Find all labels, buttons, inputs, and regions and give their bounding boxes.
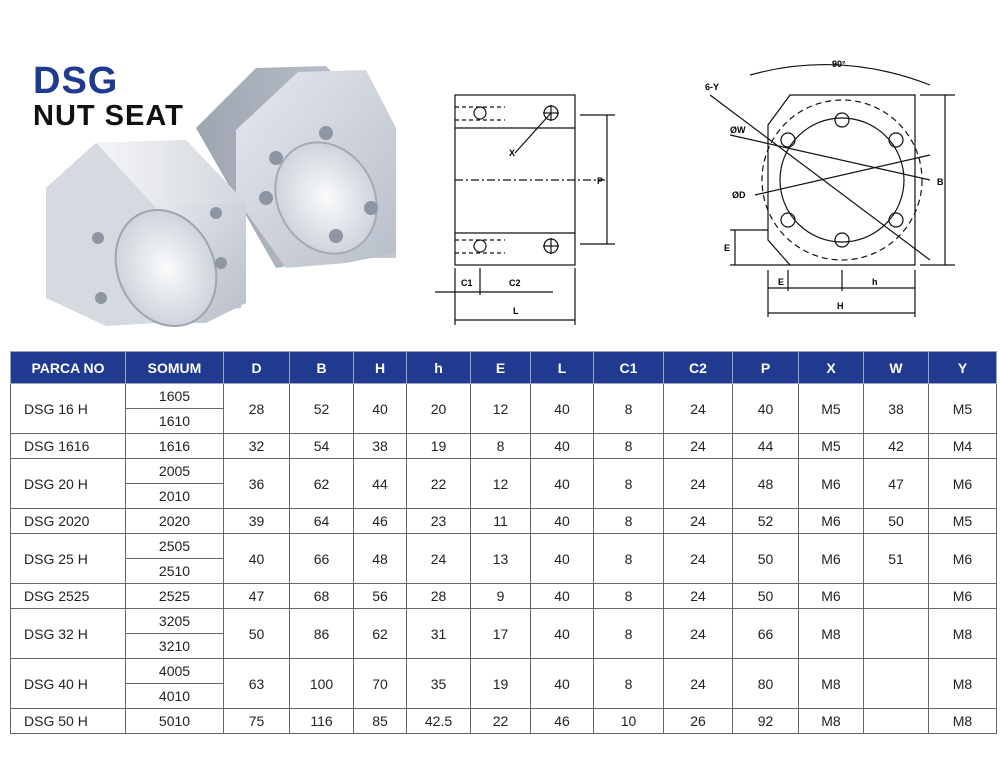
dim-e-horizontal-label: E xyxy=(778,277,785,287)
value-cell: 8 xyxy=(594,584,664,609)
value-cell: 32 xyxy=(224,434,290,459)
value-cell: 17 xyxy=(471,609,531,659)
value-cell: M5 xyxy=(799,434,864,459)
value-cell: 8 xyxy=(594,609,664,659)
value-cell: 46 xyxy=(354,509,407,534)
somum-cell: 2005 xyxy=(126,459,224,484)
value-cell: 70 xyxy=(354,659,407,709)
dim-c2-label: C2 xyxy=(509,278,521,288)
table-row xyxy=(11,534,997,559)
somum-cell: 1605 xyxy=(126,384,224,409)
dim-b-label: B xyxy=(937,177,944,187)
value-cell: 8 xyxy=(594,434,664,459)
value-cell: 26 xyxy=(664,709,733,734)
value-cell: 68 xyxy=(290,584,354,609)
table-row xyxy=(11,709,997,734)
value-cell: M6 xyxy=(799,509,864,534)
value-cell: 11 xyxy=(471,509,531,534)
column-header: C2 xyxy=(664,352,733,384)
value-cell: 51 xyxy=(864,534,929,584)
part-number-cell: DSG 20 H xyxy=(11,459,126,509)
value-cell: 13 xyxy=(471,534,531,584)
value-cell: 24 xyxy=(407,534,471,584)
value-cell: 42 xyxy=(864,434,929,459)
value-cell: M8 xyxy=(929,659,997,709)
value-cell: M6 xyxy=(799,584,864,609)
value-cell: M6 xyxy=(799,534,864,584)
part-number-cell: DSG 16 H xyxy=(11,384,126,434)
value-cell: 80 xyxy=(733,659,799,709)
value-cell: 8 xyxy=(594,509,664,534)
dim-h-big-label: H xyxy=(837,301,844,311)
column-header: H xyxy=(354,352,407,384)
value-cell: 40 xyxy=(531,384,594,434)
value-cell: 8 xyxy=(594,659,664,709)
value-cell: 52 xyxy=(290,384,354,434)
table-row xyxy=(11,509,997,534)
product-code-title: DSG xyxy=(33,60,119,102)
value-cell: 9 xyxy=(471,584,531,609)
value-cell: 8 xyxy=(594,534,664,584)
column-header: L xyxy=(531,352,594,384)
somum-cell: 4010 xyxy=(126,684,224,709)
value-cell: 62 xyxy=(290,459,354,509)
dim-h-small-label: h xyxy=(872,277,878,287)
value-cell: 40 xyxy=(354,384,407,434)
part-number-cell: DSG 50 H xyxy=(11,709,126,734)
value-cell: 40 xyxy=(531,609,594,659)
value-cell: 38 xyxy=(864,384,929,434)
value-cell: 24 xyxy=(664,659,733,709)
table-row xyxy=(11,459,997,484)
value-cell xyxy=(864,584,929,609)
value-cell: 56 xyxy=(354,584,407,609)
value-cell: 38 xyxy=(354,434,407,459)
table-header-row xyxy=(11,352,997,384)
dim-c1-label: C1 xyxy=(461,278,473,288)
dim-d-label: ØD xyxy=(732,190,746,200)
value-cell: 92 xyxy=(733,709,799,734)
value-cell: 86 xyxy=(290,609,354,659)
value-cell: 116 xyxy=(290,709,354,734)
value-cell: 24 xyxy=(664,434,733,459)
column-header: C1 xyxy=(594,352,664,384)
somum-cell: 1616 xyxy=(126,434,224,459)
part-number-cell: DSG 2020 xyxy=(11,509,126,534)
column-header: Y xyxy=(929,352,997,384)
value-cell: 24 xyxy=(664,509,733,534)
value-cell: 62 xyxy=(354,609,407,659)
value-cell: 12 xyxy=(471,384,531,434)
value-cell: M5 xyxy=(929,509,997,534)
value-cell: 48 xyxy=(354,534,407,584)
part-number-cell: DSG 25 H xyxy=(11,534,126,584)
value-cell: 40 xyxy=(531,534,594,584)
value-cell: 44 xyxy=(354,459,407,509)
value-cell: 8 xyxy=(594,459,664,509)
value-cell: M8 xyxy=(799,709,864,734)
nut-seat-front xyxy=(46,140,246,328)
column-header: E xyxy=(471,352,531,384)
value-cell xyxy=(864,709,929,734)
value-cell: 24 xyxy=(664,534,733,584)
column-header: SOMUM xyxy=(126,352,224,384)
column-header: h xyxy=(407,352,471,384)
value-cell: 52 xyxy=(733,509,799,534)
value-cell: 22 xyxy=(407,459,471,509)
part-number-cell: DSG 40 H xyxy=(11,659,126,709)
table-row xyxy=(11,434,997,459)
front-view-drawing xyxy=(700,55,960,325)
somum-cell: 2020 xyxy=(126,509,224,534)
dim-w-label: ØW xyxy=(730,125,746,135)
column-header: PARCA NO xyxy=(11,352,126,384)
value-cell: 50 xyxy=(224,609,290,659)
value-cell: 10 xyxy=(594,709,664,734)
value-cell: 42.5 xyxy=(407,709,471,734)
part-number-cell: DSG 2525 xyxy=(11,584,126,609)
somum-cell: 4005 xyxy=(126,659,224,684)
value-cell: M8 xyxy=(929,609,997,659)
value-cell: 46 xyxy=(531,709,594,734)
value-cell: 36 xyxy=(224,459,290,509)
value-cell: 85 xyxy=(354,709,407,734)
product-name-title: NUT SEAT xyxy=(33,100,184,132)
somum-cell: 1610 xyxy=(126,409,224,434)
value-cell: 47 xyxy=(224,584,290,609)
value-cell: 40 xyxy=(224,534,290,584)
value-cell: 66 xyxy=(290,534,354,584)
column-header: P xyxy=(733,352,799,384)
value-cell: 75 xyxy=(224,709,290,734)
value-cell: 23 xyxy=(407,509,471,534)
dim-l-label: L xyxy=(513,306,519,316)
value-cell: 40 xyxy=(531,434,594,459)
value-cell: 24 xyxy=(664,459,733,509)
dim-y-label: 6-Y xyxy=(705,82,720,92)
value-cell: 8 xyxy=(471,434,531,459)
value-cell: 100 xyxy=(290,659,354,709)
value-cell: 50 xyxy=(733,534,799,584)
table-row xyxy=(11,584,997,609)
value-cell: 54 xyxy=(290,434,354,459)
somum-cell: 2510 xyxy=(126,559,224,584)
value-cell: 40 xyxy=(531,509,594,534)
somum-cell: 2010 xyxy=(126,484,224,509)
column-header: B xyxy=(290,352,354,384)
value-cell: M6 xyxy=(929,584,997,609)
value-cell: M5 xyxy=(799,384,864,434)
value-cell xyxy=(864,609,929,659)
somum-cell: 5010 xyxy=(126,709,224,734)
value-cell: M8 xyxy=(799,659,864,709)
value-cell: 48 xyxy=(733,459,799,509)
value-cell: 40 xyxy=(531,659,594,709)
value-cell: M6 xyxy=(929,534,997,584)
value-cell: 63 xyxy=(224,659,290,709)
value-cell: M5 xyxy=(929,384,997,434)
somum-cell: 3210 xyxy=(126,634,224,659)
value-cell: 19 xyxy=(471,659,531,709)
value-cell: 44 xyxy=(733,434,799,459)
value-cell: 28 xyxy=(224,384,290,434)
value-cell: 19 xyxy=(407,434,471,459)
value-cell: 50 xyxy=(733,584,799,609)
somum-cell: 2525 xyxy=(126,584,224,609)
value-cell: 40 xyxy=(531,584,594,609)
dim-e-vertical-label: E xyxy=(724,243,731,253)
value-cell: 8 xyxy=(594,384,664,434)
value-cell: 40 xyxy=(733,384,799,434)
value-cell: M8 xyxy=(799,609,864,659)
column-header: X xyxy=(799,352,864,384)
somum-cell: 3205 xyxy=(126,609,224,634)
spec-table xyxy=(10,351,997,734)
value-cell xyxy=(864,659,929,709)
value-cell: 50 xyxy=(864,509,929,534)
value-cell: 20 xyxy=(407,384,471,434)
value-cell: 31 xyxy=(407,609,471,659)
dim-x-label: X xyxy=(509,148,516,158)
value-cell: M6 xyxy=(799,459,864,509)
value-cell: 22 xyxy=(471,709,531,734)
value-cell: 40 xyxy=(531,459,594,509)
value-cell: M6 xyxy=(929,459,997,509)
column-header: W xyxy=(864,352,929,384)
value-cell: 24 xyxy=(664,609,733,659)
column-header: D xyxy=(224,352,290,384)
angle-label: 90° xyxy=(832,59,846,69)
value-cell: 39 xyxy=(224,509,290,534)
value-cell: 24 xyxy=(664,584,733,609)
value-cell: 66 xyxy=(733,609,799,659)
value-cell: 47 xyxy=(864,459,929,509)
value-cell: 64 xyxy=(290,509,354,534)
value-cell: 12 xyxy=(471,459,531,509)
value-cell: 28 xyxy=(407,584,471,609)
part-number-cell: DSG 32 H xyxy=(11,609,126,659)
value-cell: M8 xyxy=(929,709,997,734)
table-row xyxy=(11,609,997,634)
value-cell: 35 xyxy=(407,659,471,709)
dim-p-label: P xyxy=(597,176,604,186)
value-cell: 24 xyxy=(664,384,733,434)
somum-cell: 2505 xyxy=(126,534,224,559)
table-row xyxy=(11,659,997,684)
part-number-cell: DSG 1616 xyxy=(11,434,126,459)
value-cell: M4 xyxy=(929,434,997,459)
table-row xyxy=(11,384,997,409)
side-view-drawing xyxy=(425,80,625,330)
